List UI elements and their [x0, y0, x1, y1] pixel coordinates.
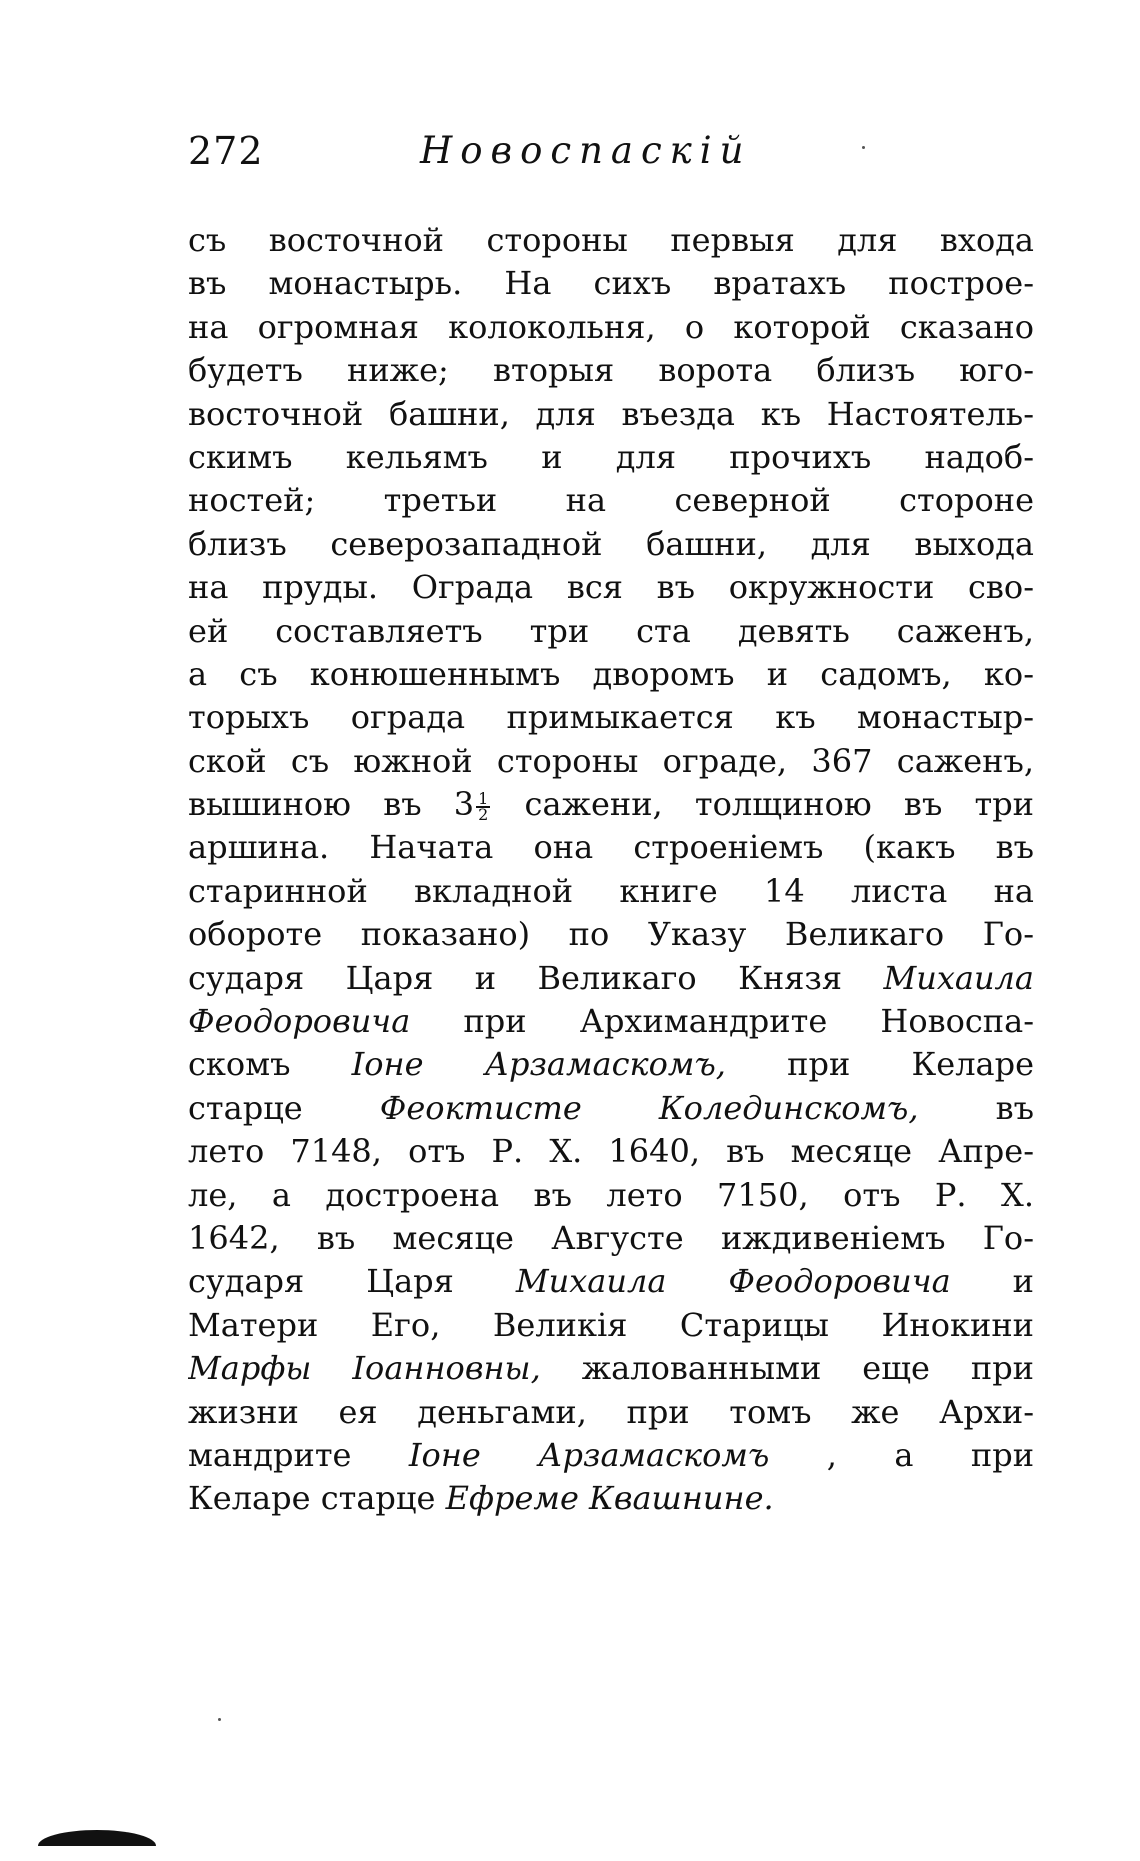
text-line: старце Феоктисте Колединскомъ, въ [188, 1088, 1034, 1127]
fraction: $\frac{1}{2}$ [478, 788, 489, 824]
italic-name: Ефреме Квашнине. [445, 1479, 774, 1518]
text-line: близъ северозападной башни, для выхода [188, 524, 1034, 563]
text-line: Матери Его, Великія Старицы Инокини [188, 1305, 1034, 1344]
text-line: восточной башни, для въезда къ Настоятель- [188, 394, 1034, 433]
running-title: Новоспаскій [420, 129, 752, 172]
text-line: аршина. Начата она строеніемъ (какъ въ [188, 828, 1034, 867]
text-line: ской съ южной стороны ограде, 367 саженъ, [188, 741, 1034, 780]
italic-name: Михаила [883, 958, 1034, 997]
text-line: 1642, въ месяце Августе иждивеніемъ Го- [188, 1218, 1034, 1257]
text-line: скомъ Іоне Арзамаскомъ, при Келаре [188, 1045, 1034, 1084]
body-text [188, 219, 1034, 1521]
page-header [188, 126, 1028, 176]
italic-name: Феодоровича [188, 1002, 411, 1041]
text-line: мандрите Іоне Арзамаскомъ , а при [188, 1435, 1034, 1474]
text-line: Марфы Іоанновны, жалованными еще при [188, 1349, 1034, 1388]
text-line: въ монастырь. На сихъ вратахъ построе- [188, 264, 1034, 303]
italic-name: Іоне Арзамаскомъ [408, 1435, 770, 1474]
text-line: торыхъ ограда примыкается къ монастыр- [188, 698, 1034, 737]
text-line: вышиною въ 3 $\frac{1}{2}$ сажени, толщиною въ три [188, 785, 1034, 824]
text-line: жизни ея деньгами, при томъ же Архи- [188, 1392, 1034, 1431]
text-line: ностей; третьи на северной стороне [188, 481, 1034, 520]
text-line: на пруды. Ограда вся въ окружности сво- [188, 568, 1034, 607]
italic-name: Марфы Іоанновны, [188, 1349, 541, 1388]
text-line: на огромная колокольня, о которой сказано [188, 307, 1034, 346]
text-line: будетъ ниже; вторыя ворота близъ юго- [188, 351, 1034, 390]
text-line: ле, а достроена въ лето 7150, отъ Р. Х. [188, 1175, 1034, 1214]
italic-name: Іоне Арзамаскомъ, [351, 1045, 726, 1084]
text-line: скимъ кельямъ и для прочихъ надоб- [188, 437, 1034, 476]
page-number: 272 [188, 129, 264, 173]
text-line: а съ конюшеннымъ дворомъ и садомъ, ко- [188, 654, 1034, 693]
ink-blot [38, 1830, 156, 1846]
text-line: лето 7148, отъ Р. Х. 1640, въ месяце Апре- [188, 1132, 1034, 1171]
text-line: Феодоровича при Архимандрите Новоспа- [188, 1002, 1034, 1041]
ink-speck [862, 146, 865, 149]
text-line: сударя Царя и Великаго Князя Михаила [188, 958, 1034, 997]
italic-name: Феоктисте Колединскомъ, [379, 1088, 919, 1127]
text-line: Келаре старце Ефреме Квашнине. [188, 1479, 774, 1518]
italic-name: Михаила Феодоровича [515, 1262, 951, 1301]
ink-speck [218, 1718, 221, 1721]
text-line: старинной вкладной книге 14 листа на [188, 871, 1034, 910]
text-line: обороте показано) по Указу Великаго Го- [188, 915, 1034, 954]
text-line: ей составляетъ три ста девять саженъ, [188, 611, 1034, 650]
text-line: съ восточной стороны первыя для входа [188, 221, 1034, 259]
text-line: сударя Царя Михаила Феодоровича и [188, 1262, 1034, 1301]
